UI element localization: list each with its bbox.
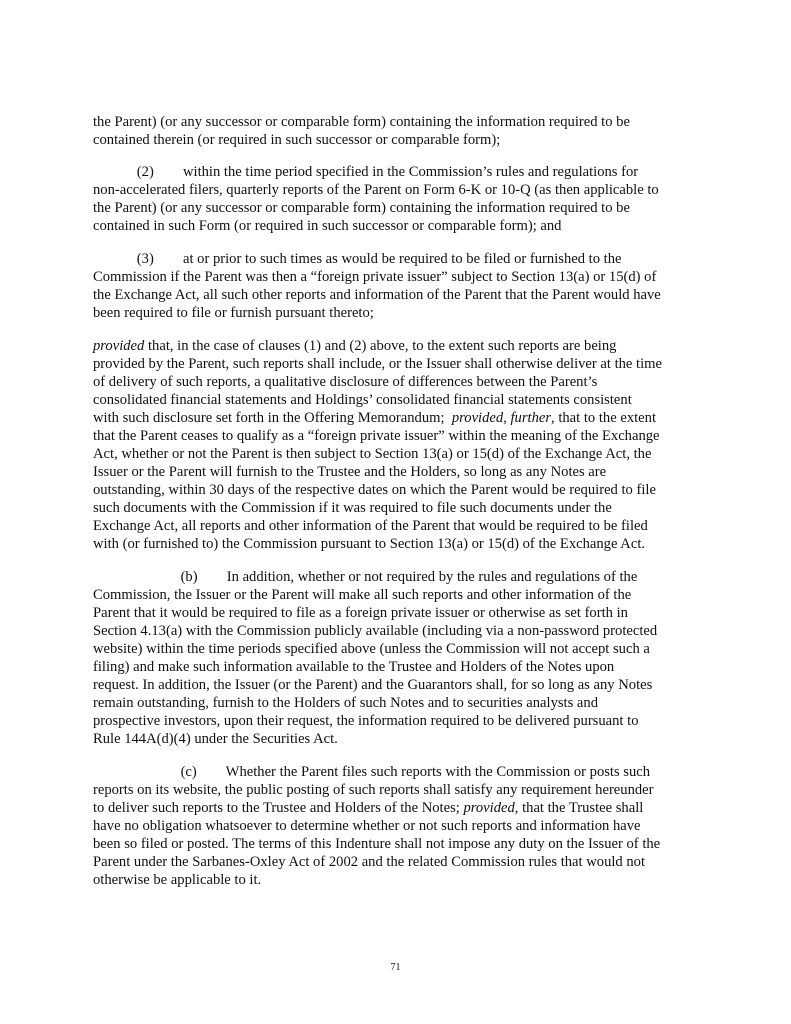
text-segment: with such disclosure set forth in the Offering Memorandum; — [93, 410, 452, 426]
text-line: Act, whether or not the Parent is then subject to Section 13(a) or 15(d) of the Exchange Act, the — [93, 446, 652, 462]
text-segment: , that to the extent — [551, 410, 656, 426]
text-segment: , that the Trustee shall — [514, 800, 644, 816]
text-line: consolidated financial statements and Holdings’ consolidated financial statements consistent — [93, 392, 632, 408]
text-line: provided by the Parent, such reports shall include, or the Issuer shall otherwise deliver at the time — [93, 356, 662, 372]
text-line: prospective investors, upon their request, the information required to be delivered pursuant to — [93, 713, 639, 729]
italic-term: provided — [451, 410, 504, 426]
italic-term: further — [510, 410, 552, 426]
text-line: that the Parent ceases to qualify as a “foreign private issuer” within the meaning of the Exchange — [93, 428, 660, 444]
text-line: Commission if the Parent was then a “foreign private issuer” subject to Section 13(a) or 15(d) of — [93, 269, 657, 285]
italic-term: provided — [463, 800, 515, 816]
text-line: been required to file or furnish pursuant thereto; — [93, 305, 374, 321]
text-line: such documents with the Commission if it was required to file such documents under the — [93, 500, 612, 516]
text-line: Commission, the Issuer or the Parent will make all such reports and other information of the — [93, 587, 632, 603]
text-line: Exchange Act, all reports and other information of the Parent that would be required to be filed — [93, 518, 648, 534]
text-line: been so filed or posted. The terms of this Indenture shall not impose any duty on the Issuer of the — [93, 836, 661, 852]
text-line: Section 4.13(a) with the Commission publicly available (including via a non-password protected — [93, 623, 658, 639]
text-line: Parent that it would be required to file as a foreign private issuer or otherwise as set forth in — [93, 605, 628, 621]
text-line — [93, 409, 656, 427]
italic-term: provided — [93, 338, 145, 354]
text-segment: , — [503, 410, 511, 426]
text-line: request. In addition, the Issuer (or the Parent) and the Guarantors shall, for so long as any Notes — [93, 677, 653, 693]
text-line: Issuer or the Parent will furnish to the Trustee and the Holders, so long as any Notes are — [93, 464, 607, 480]
text-line: with (or furnished to) the Commission pursuant to Section 13(a) or 15(d) of the Exchange Act. — [93, 536, 646, 552]
text-line — [93, 337, 616, 355]
text-segment: to deliver such reports to the Trustee and Holders of the Notes; — [93, 800, 464, 816]
text-line: contained in such Form (or required in such successor or comparable form); and — [93, 218, 562, 234]
text-line: (c) Whether the Parent files such reports with the Commission or posts such — [93, 764, 651, 780]
text-line: filing) and make such information available to the Trustee and Holders of the Notes upon — [93, 659, 615, 675]
text-line: the Parent) (or any successor or comparable form) containing the information required to be — [93, 200, 630, 216]
text-line — [93, 799, 643, 817]
text-line: (3) at or prior to such times as would be required to be filed or furnished to the — [93, 251, 622, 267]
text-line: remain outstanding, furnish to the Holders of such Notes and to securities analysts and — [93, 695, 599, 711]
text-line: otherwise be applicable to it. — [93, 872, 262, 888]
text-line: have no obligation whatsoever to determine whether or not such reports and information have — [93, 818, 641, 834]
text-line: (b) In addition, whether or not required by the rules and regulations of the — [93, 569, 638, 585]
text-line: of delivery of such reports, a qualitative disclosure of differences between the Parent’s — [93, 374, 598, 390]
text-line: website) within the time periods specified above (unless the Commission will not accept such a — [93, 641, 650, 657]
text-line: the Parent) (or any successor or comparable form) containing the information required to be — [93, 114, 630, 130]
text-line: (2) within the time period specified in the Commission’s rules and regulations for — [93, 164, 639, 180]
text-line: contained therein (or required in such successor or comparable form); — [93, 132, 501, 148]
text-line: reports on its website, the public posting of such reports shall satisfy any requirement hereunder — [93, 782, 654, 798]
text-line: outstanding, within 30 days of the respective dates on which the Parent would be required to file — [93, 482, 656, 498]
text-line: Parent under the Sarbanes-Oxley Act of 2002 and the related Commission rules that would not — [93, 854, 646, 870]
page-number: 71 — [390, 962, 401, 973]
text-line: the Exchange Act, all such other reports and information of the Parent that the Parent would have — [93, 287, 661, 303]
text-segment: that, in the case of clauses (1) and (2) above, to the extent such reports are being — [144, 338, 617, 354]
text-line: non-accelerated filers, quarterly reports of the Parent on Form 6-K or 10-Q (as then applicable to — [93, 182, 659, 198]
text-line: Rule 144A(d)(4) under the Securities Act. — [93, 731, 338, 747]
